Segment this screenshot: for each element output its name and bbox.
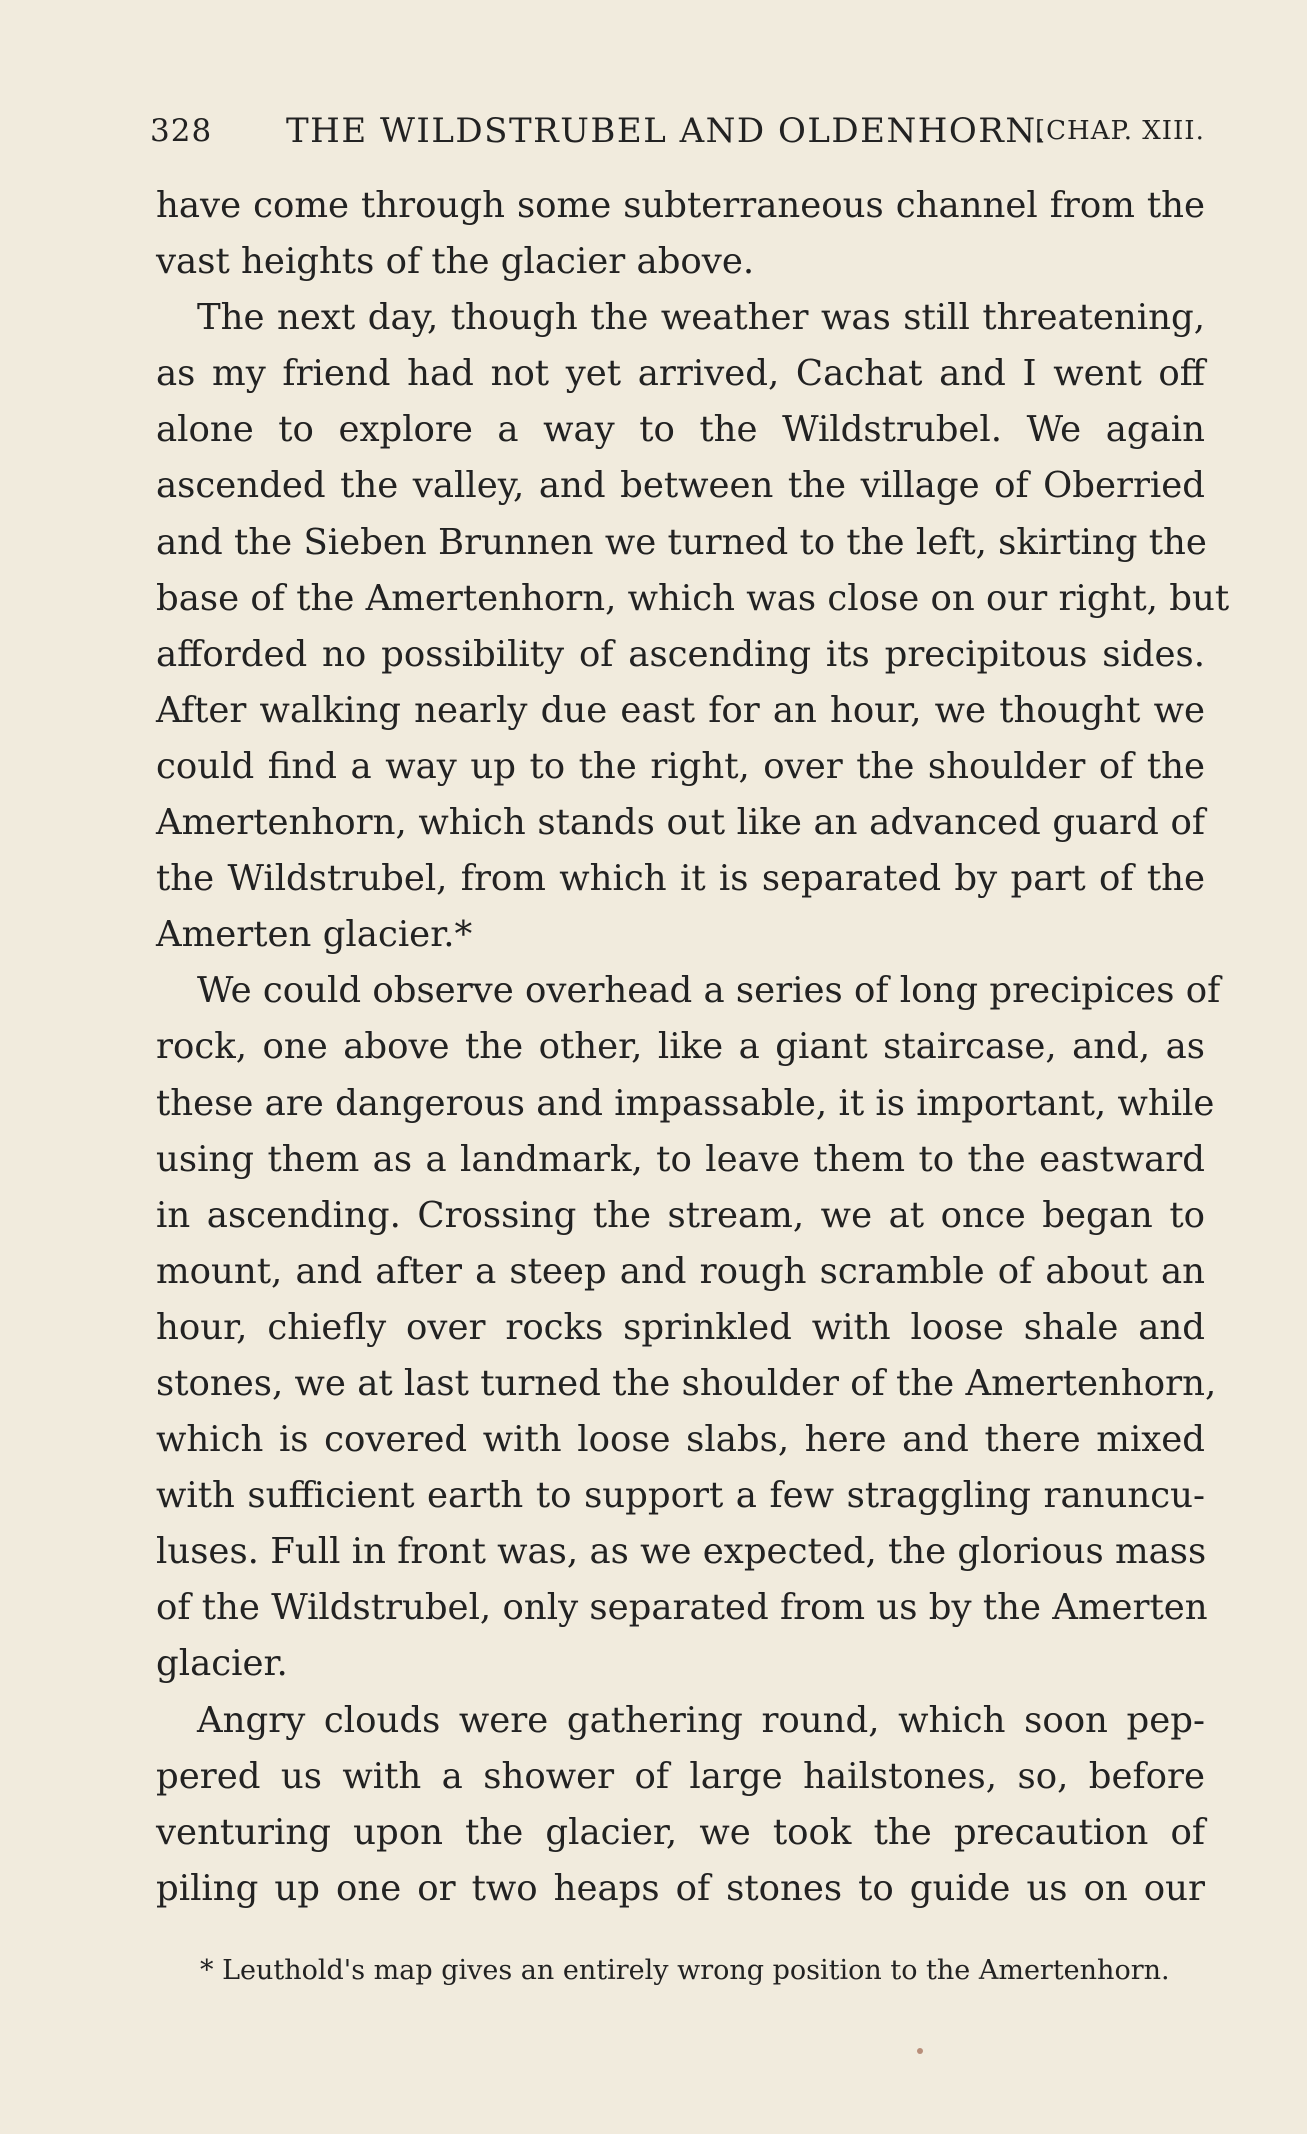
- running-title: THE WILDSTRUBEL AND OLDENHORN.: [286, 111, 1047, 151]
- text-line: pered us with a shower of large hailstones, so, before: [156, 1755, 1205, 1797]
- text-line: the Wildstrubel, from which it is separated by part of the: [156, 858, 1205, 900]
- text-line: mount, and after a steep and rough scramble of about an: [156, 1250, 1205, 1292]
- text-line: and the Sieben Brunnen we turned to the left, skirting the: [156, 521, 1207, 563]
- text-line: luses. Full in front was, as we expected, the glorious mass: [156, 1531, 1207, 1573]
- text-line: could find a way up to the right, over the shoulder of the: [156, 745, 1205, 787]
- page-number: 328: [150, 113, 213, 149]
- text-line: as my friend had not yet arrived, Cachat and I went off: [156, 353, 1205, 395]
- text-line: Amerten glacier.*: [156, 914, 473, 956]
- text-line: hour, chiefly over rocks sprinkled with loose shale and: [156, 1306, 1205, 1348]
- body-text: [156, 178, 1230, 1917]
- text-line: We could observe overhead a series of long precipices of: [197, 970, 1221, 1012]
- text-line: After walking nearly due east for an hour, we thought we: [156, 689, 1205, 731]
- text-line: in ascending. Crossing the stream, we at once began to: [156, 1194, 1205, 1236]
- text-line: ascended the valley, and between the village of Oberried: [156, 465, 1205, 507]
- text-line: with sufficient earth to support a few straggling ranuncu-: [156, 1475, 1205, 1517]
- text-line: The next day, though the weather was still threatening,: [197, 297, 1205, 339]
- text-line: Amertenhorn, which stands out like an advanced guard of: [156, 802, 1205, 844]
- text-line: afforded no possibility of ascending its precipitous sides.: [156, 633, 1205, 675]
- chapter-reference: [CHAP. XIII.: [1035, 116, 1205, 146]
- text-line: vast heights of the glacier above.: [156, 241, 755, 283]
- text-line: piling up one or two heaps of stones to guide us on our: [156, 1867, 1205, 1909]
- text-line: which is covered with loose slabs, here and there mixed: [156, 1419, 1205, 1461]
- text-line: have come through some subterraneous channel from the: [156, 185, 1205, 226]
- text-line: base of the Amertenhorn, which was close on our right, but: [156, 577, 1230, 619]
- running-header: [150, 106, 1207, 156]
- text-line: Angry clouds were gathering round, which soon pep-: [197, 1699, 1205, 1741]
- text-line: using them as a landmark, to leave them to the eastward: [156, 1138, 1205, 1180]
- text-line: venturing upon the glacier, we took the precaution of: [156, 1811, 1205, 1853]
- text-line: rock, one above the other, like a giant staircase, and, as: [156, 1026, 1205, 1068]
- text-line: alone to explore a way to the Wildstrubel. We again: [156, 409, 1205, 451]
- text-line: of the Wildstrubel, only separated from us by the Amerten: [156, 1587, 1208, 1629]
- text-line: glacier.: [156, 1643, 288, 1685]
- page-speck-mark: [917, 2048, 923, 2054]
- footnote: * Leuthold's map gives an entirely wrong position to the Amertenhorn.: [200, 1955, 1170, 1986]
- text-line: stones, we at last turned the shoulder of the Amertenhorn,: [156, 1362, 1217, 1404]
- text-line: these are dangerous and impassable, it is important, while: [156, 1082, 1215, 1124]
